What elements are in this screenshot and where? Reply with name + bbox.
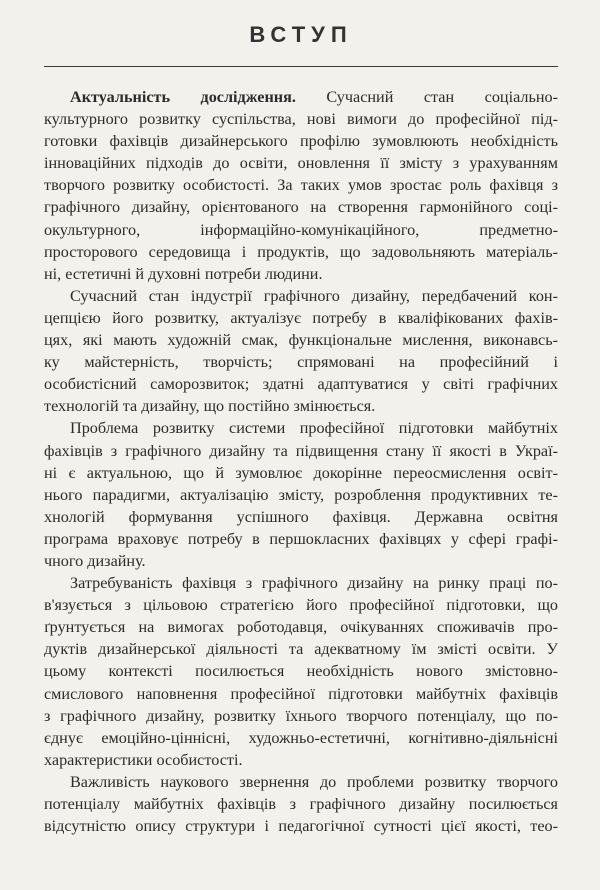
text-line: з графічного дизайну, розвитку їхнього творчого потенціалу, що по- xyxy=(44,706,558,725)
text-line: потенціалу майбутніх фахівців з графічного дизайну посилюється xyxy=(44,795,558,813)
paragraph-3 xyxy=(44,417,558,572)
title-underline xyxy=(44,66,558,67)
text-line: відсутністю опису структури і педагогічної сутності цієї якості, тео- xyxy=(44,817,558,836)
text-line: ку майстерність, творчість; спрямовані на професійний і xyxy=(44,353,558,372)
text-line: особистісний саморозвиток; здатні адаптуватися у світі графічних xyxy=(44,375,558,394)
text-line: окультурного, інформаційно-комунікаційного, предметно- xyxy=(44,220,558,239)
text-line: хнологій формування успішного фахівця. Державна освітня xyxy=(44,507,558,526)
text-line: ґрунтується на вимогах роботодавця, очікуваннях споживачів про- xyxy=(44,618,558,637)
text-line: технологій та дизайну, що постійно змінюється. xyxy=(44,397,376,416)
text-line: Проблема розвитку системи професійної підготовки майбутніх xyxy=(70,419,558,438)
text-line: ні є актуальною, що й зумовлює докорінне переосмислення освіт- xyxy=(44,463,558,482)
text-line: ні, естетичні й духовні потреби людини. xyxy=(44,264,323,283)
text-line: Важливість наукового звернення до проблеми розвитку творчого xyxy=(70,772,558,791)
text-line: творчого розвитку особистості. За таких умов зростає роль фахівця з xyxy=(44,176,558,195)
text-line: культурного розвитку суспільства, нові вимоги до професійної під- xyxy=(44,110,558,129)
text-line: в'язується з цільовою стратегією його професійної підготовки, що xyxy=(44,596,558,615)
page-title: ВСТУП xyxy=(249,22,353,47)
paragraph-lead: Актуальність дослідження. xyxy=(70,88,296,106)
text-line: програма враховує потребу в першокласних фахівцях у сфері графі- xyxy=(44,529,558,548)
text-line: готовки фахівців дизайнерського профілю зумовлюють необхідність xyxy=(44,132,558,151)
text-line: Актуальність дослідження. Сучасний стан соціально- xyxy=(70,88,558,106)
text-line: графічного дизайну, орієнтованого на створення гармонійного соці- xyxy=(44,198,558,217)
paragraph-1 xyxy=(44,86,558,285)
text-line: цепцією його розвитку, актуалізує потребу в кваліфікованих фахів- xyxy=(44,308,558,327)
text-line: Затребуваність фахівця з графічного дизайну на ринку праці по- xyxy=(70,574,558,593)
text-line: чного дизайну. xyxy=(44,551,146,570)
paragraph-2 xyxy=(44,285,558,418)
text-line: Сучасний стан індустрії графічного дизайну, передбачений кон- xyxy=(70,286,558,305)
paragraph-4 xyxy=(44,572,558,771)
text-line: фахівців з графічного дизайну та підвищення стану її якості в Украї- xyxy=(44,441,558,460)
text-line: єднує емоційно-ціннісні, художньо-естетичні, когнітивно-діяльнісні xyxy=(44,728,558,747)
text-line: просторового середовища і продуктів, що задовольняють матеріаль- xyxy=(44,242,558,261)
paragraph-5 xyxy=(44,771,558,837)
text-line: характеристики особистості. xyxy=(44,750,243,769)
text-line: смислового наповнення професійної підготовки майбутніх фахівців xyxy=(44,684,558,703)
text-line: дуктів дизайнерської діяльності та адекватному їм змісті освіти. У xyxy=(44,640,558,659)
text-line: цьому контексті посилюється необхідність нового змістовно- xyxy=(44,662,558,681)
body-text xyxy=(44,86,558,837)
text-line: цях, які мають художній смак, функціональне мислення, виконавсь- xyxy=(44,331,558,350)
text-line: інноваційних підходів до освіти, оновлення її змісту з урахуванням xyxy=(44,154,558,173)
text-line: нього парадигми, актуалізацію змісту, розроблення продуктивних те- xyxy=(44,485,558,504)
